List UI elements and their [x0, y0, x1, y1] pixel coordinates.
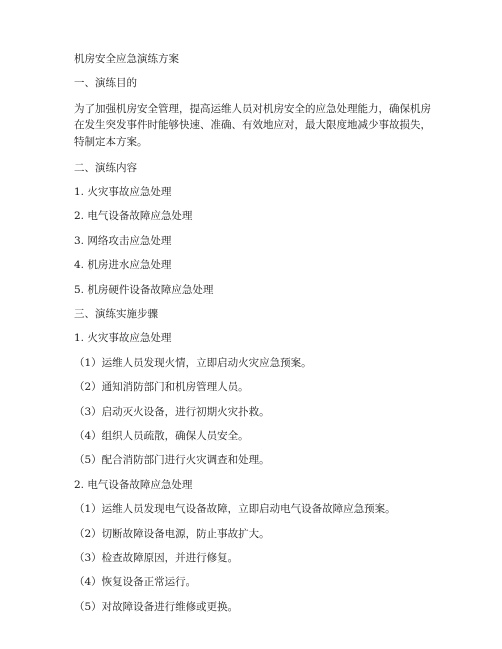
document-content — [74, 52, 444, 614]
content-item: 1. 火灾事故应急处理 — [74, 186, 172, 199]
purpose-paragraph: 为了加强机房安全管理，提高运维人员对机房安全的应急处理能力，确保机房在发生突发事件时能够快速、准确、有效地应对，最大限度地减少事故损失，特制定本方案。 — [74, 102, 431, 148]
step-item: （3）检查故障原因，并进行修复。 — [74, 551, 239, 564]
document-title: 机房安全应急演练方案 — [74, 53, 179, 65]
step-item: （2）切断故障设备电源，防止事故扩大。 — [74, 527, 270, 540]
content-item: 5. 机房硬件设备故障应急处理 — [74, 283, 214, 296]
step-item: （1）运维人员发现电气设备故障，立即启动电气设备故障应急预案。 — [74, 503, 396, 516]
step-heading-fire: 1. 火灾事故应急处理 — [74, 332, 172, 345]
content-item: 4. 机房进水应急处理 — [74, 259, 172, 272]
step-heading-electrical: 2. 电气设备故障应急处理 — [74, 478, 193, 491]
content-item: 3. 网络攻击应急处理 — [74, 234, 172, 247]
step-item: （3）启动灭火设备，进行初期火灾扑救。 — [74, 405, 270, 418]
content-item: 2. 电气设备故障应急处理 — [74, 210, 193, 223]
section-heading-content: 二、演练内容 — [74, 161, 137, 174]
section-heading-steps: 三、演练实施步骤 — [74, 308, 158, 321]
step-item: （5）配合消防部门进行火灾调查和处理。 — [74, 454, 270, 467]
step-item: （5）对故障设备进行维修或更换。 — [74, 600, 239, 613]
step-item: （1）运维人员发现火情，立即启动火灾应急预案。 — [74, 356, 312, 369]
step-item: （2）通知消防部门和机房管理人员。 — [74, 381, 249, 394]
step-item: （4）恢复设备正常运行。 — [74, 576, 197, 589]
section-heading-purpose: 一、演练目的 — [74, 77, 137, 90]
step-item: （4）组织人员疏散，确保人员安全。 — [74, 429, 249, 442]
